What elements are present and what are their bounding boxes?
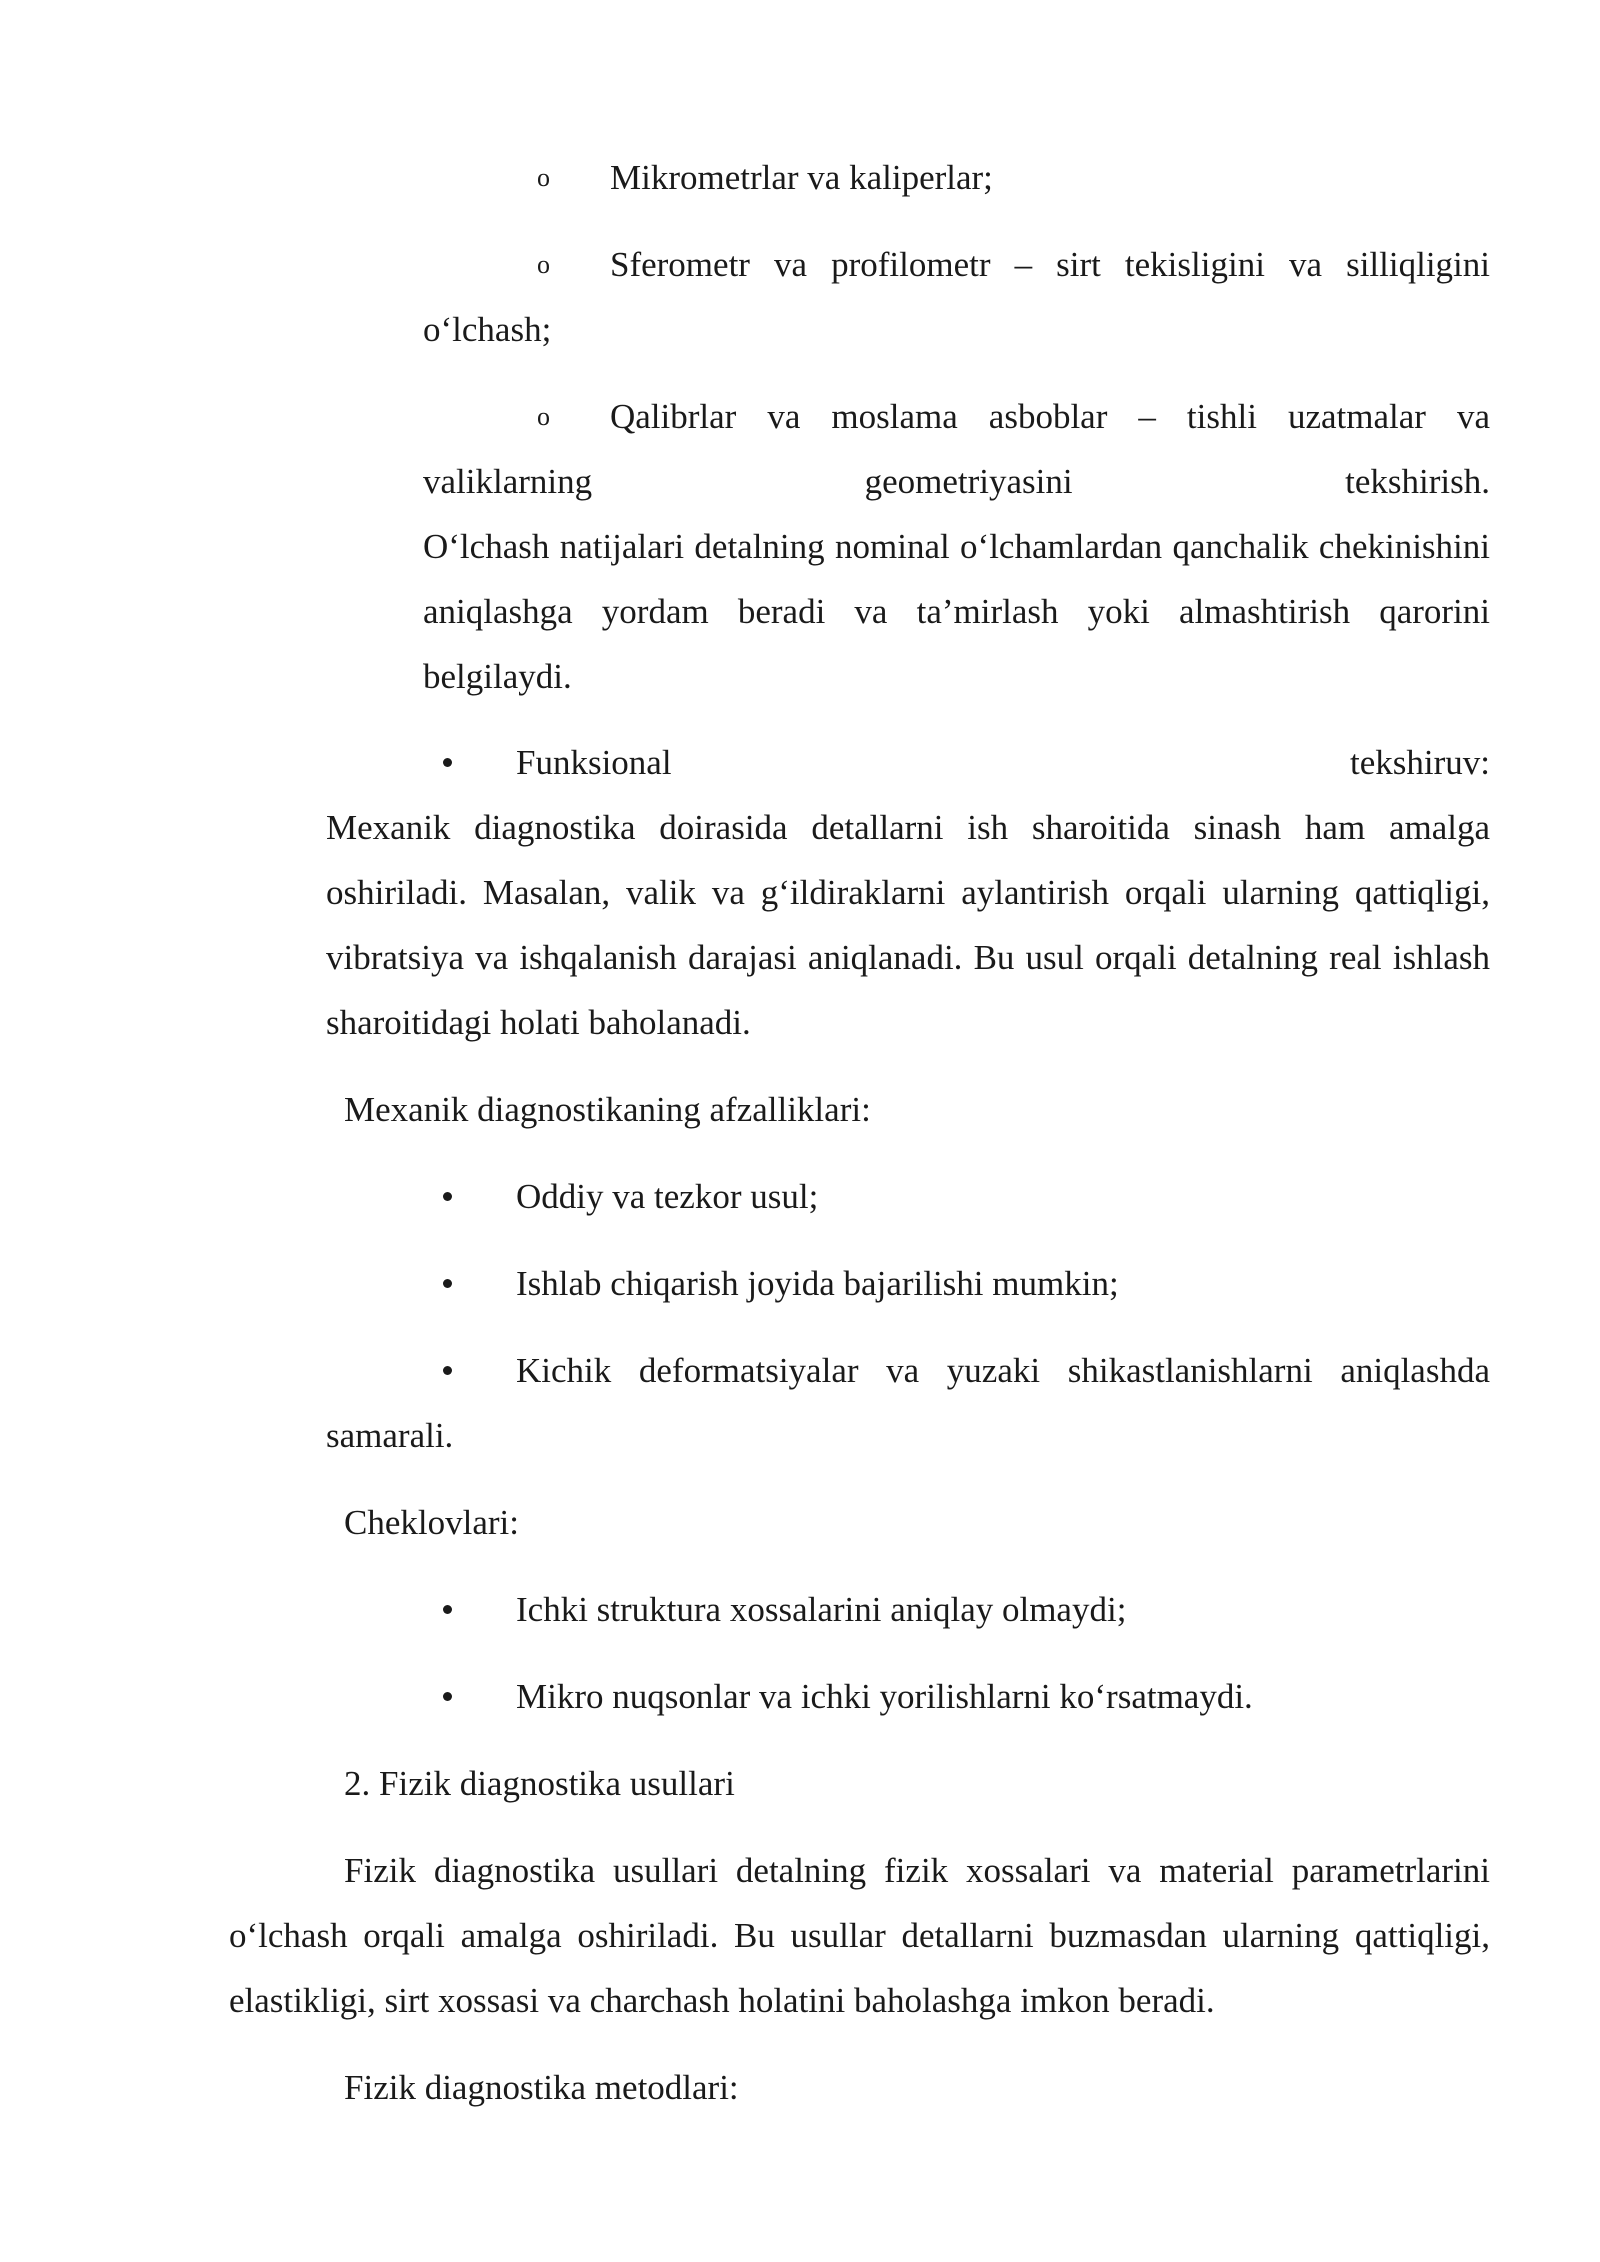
- sub-bullet-marker: o: [537, 250, 550, 279]
- sub-bullet-marker: o: [537, 163, 550, 192]
- section-title: 2. Fizik diagnostika usullari: [344, 1764, 735, 1803]
- bullet-item-line: Kichik deformatsiyalar va yuzaki shikastlanishlarni aniqlashda: [516, 1351, 1490, 1390]
- sub-list-item-line: valiklarning geometriyasini tekshirish.: [423, 462, 1490, 501]
- bullet-dot: [443, 1692, 452, 1701]
- bullet-item-continuation: samarali.: [326, 1416, 454, 1455]
- advantages-heading: Mexanik diagnostikaning afzalliklari:: [344, 1090, 871, 1129]
- bullet-dot: [443, 1366, 452, 1375]
- section-paragraph: [229, 1838, 1490, 2033]
- bullet-dot: [443, 1192, 452, 1201]
- limitations-heading: Cheklovlari:: [344, 1503, 519, 1542]
- bullet-item: Ishlab chiqarish joyida bajarilishi mumkin;: [516, 1264, 1119, 1303]
- section-paragraph-text: Fizik diagnostika usullari detalning fizik xossalari va material parametrlarini o‘lchash orqali amalga oshiriladi. Bu usullar detallarni buzmasdan ularning qattiqligi, elastikligi, sirt xossasi va charchash holatini baholashga imkon beradi.: [229, 1851, 1490, 2020]
- sub-bullet-marker: o: [537, 402, 550, 431]
- sub-list-item-line: Sferometr va profilometr – sirt tekisligini va silliqligini: [610, 245, 1490, 284]
- bullet-dot: [443, 1279, 452, 1288]
- bullet-dot: [443, 1605, 452, 1614]
- methods-heading: Fizik diagnostika metodlari:: [344, 2068, 739, 2107]
- bullet-dot: [443, 758, 452, 767]
- bullet-item: Ichki struktura xossalarini aniqlay olmaydi;: [516, 1590, 1127, 1629]
- sub-list-item: Mikrometrlar va kaliperlar;: [610, 158, 993, 197]
- sub-list-item-continuation: o‘lchash;: [423, 310, 552, 349]
- bullet-item: Mikro nuqsonlar va ichki yorilishlarni ko‘rsatmaydi.: [516, 1677, 1253, 1716]
- bullet-item-continuation: Mexanik diagnostika doirasida detallarni ish sharoitida sinash ham amalga oshiriladi. Masalan, valik va g‘ildiraklarni aylantirish orqali ularning qattiqligi, vibratsiya va ishqalanish darajasi aniqlanadi. Bu usul orqali detalning real ishlash sharoitidagi holati baholanadi.: [326, 808, 1490, 1042]
- bullet-item-line: Funksional tekshiruv:: [516, 743, 1490, 782]
- sub-list-item-continuation: O‘lchash natijalari detalning nominal o‘lchamlardan qanchalik chekinishini aniqlashga yordam beradi va ta’mirlash yoki almashtirish qarorini belgilaydi.: [423, 527, 1490, 696]
- sub-list-item-line: Qalibrlar va moslama asboblar – tishli uzatmalar va: [610, 397, 1490, 436]
- bullet-item: Oddiy va tezkor usul;: [516, 1177, 819, 1216]
